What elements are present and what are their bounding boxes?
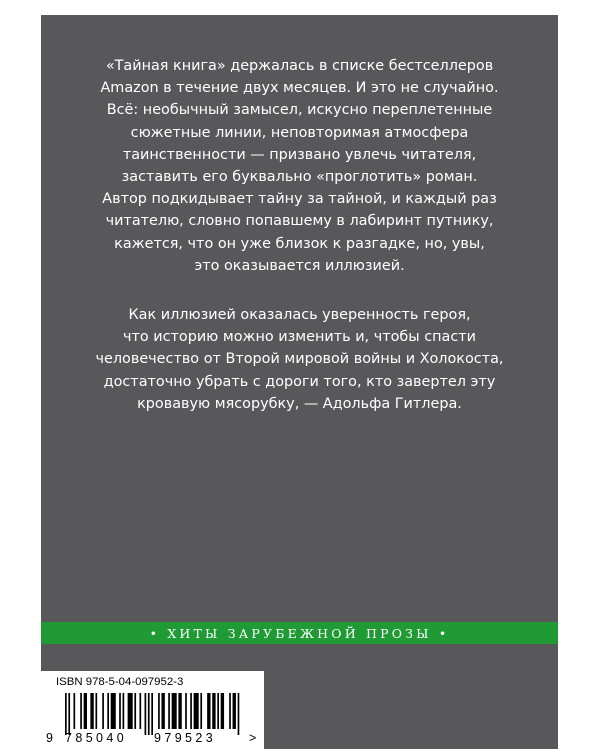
book-back-cover [41, 15, 558, 749]
blurb-line: человечество от Второй мировой войны и Холокоста, [95, 351, 504, 368]
barcode-bars [65, 693, 245, 735]
barcode-quiet-zone-marker: > [249, 731, 257, 745]
blurb-line: «Тайная книга» держалась в списке бестселлеров [105, 58, 494, 74]
blurb-line: кажется, что он уже близок к разгадке, но, увы, [114, 235, 485, 252]
blurb-line: достаточно убрать с дороги того, кто завертел эту [103, 373, 496, 390]
series-band [41, 622, 558, 644]
barcode-right-group: 979523 [154, 731, 217, 745]
blurb-line: Всё: необычный замысел, искусно переплетенные [106, 102, 493, 119]
barcode-lead-digit: 9 [46, 731, 53, 745]
isbn-label: ISBN 978-5-04-097952-3 [56, 676, 184, 688]
barcode-left-group: 785040 [65, 731, 128, 745]
series-title: • ХИТЫ ЗАРУБЕЖНОЙ ПРОЗЫ • [149, 625, 450, 641]
blurb-paragraph-2 [41, 304, 558, 415]
blurb-line: это оказывается иллюзией. [194, 257, 405, 274]
blurb-line: Amazon в течение двух месяцев. И это не случайно. [100, 80, 499, 97]
blurb-line: таинственности — призвано увлечь читателя, [122, 146, 477, 163]
blurb-line: сюжетные линии, неповторимая атмосфера [130, 124, 469, 141]
blurb-line: что историю можно изменить и, чтобы спасти [122, 329, 476, 346]
blurb-line: Как иллюзией оказалась уверенность героя, [128, 307, 471, 323]
blurb-line: кровавую мясорубку, — Адольфа Гитлера. [137, 395, 462, 412]
blurb-line: Автор подкидывает тайну за тайной, и каждый раз [102, 191, 497, 208]
blurb-paragraph-1 [41, 55, 558, 277]
blurb-line: читателю, словно попавшему в лабиринт путнику, [105, 213, 494, 230]
blurb-line: заставить его буквально «проглотить» роман. [121, 169, 478, 186]
